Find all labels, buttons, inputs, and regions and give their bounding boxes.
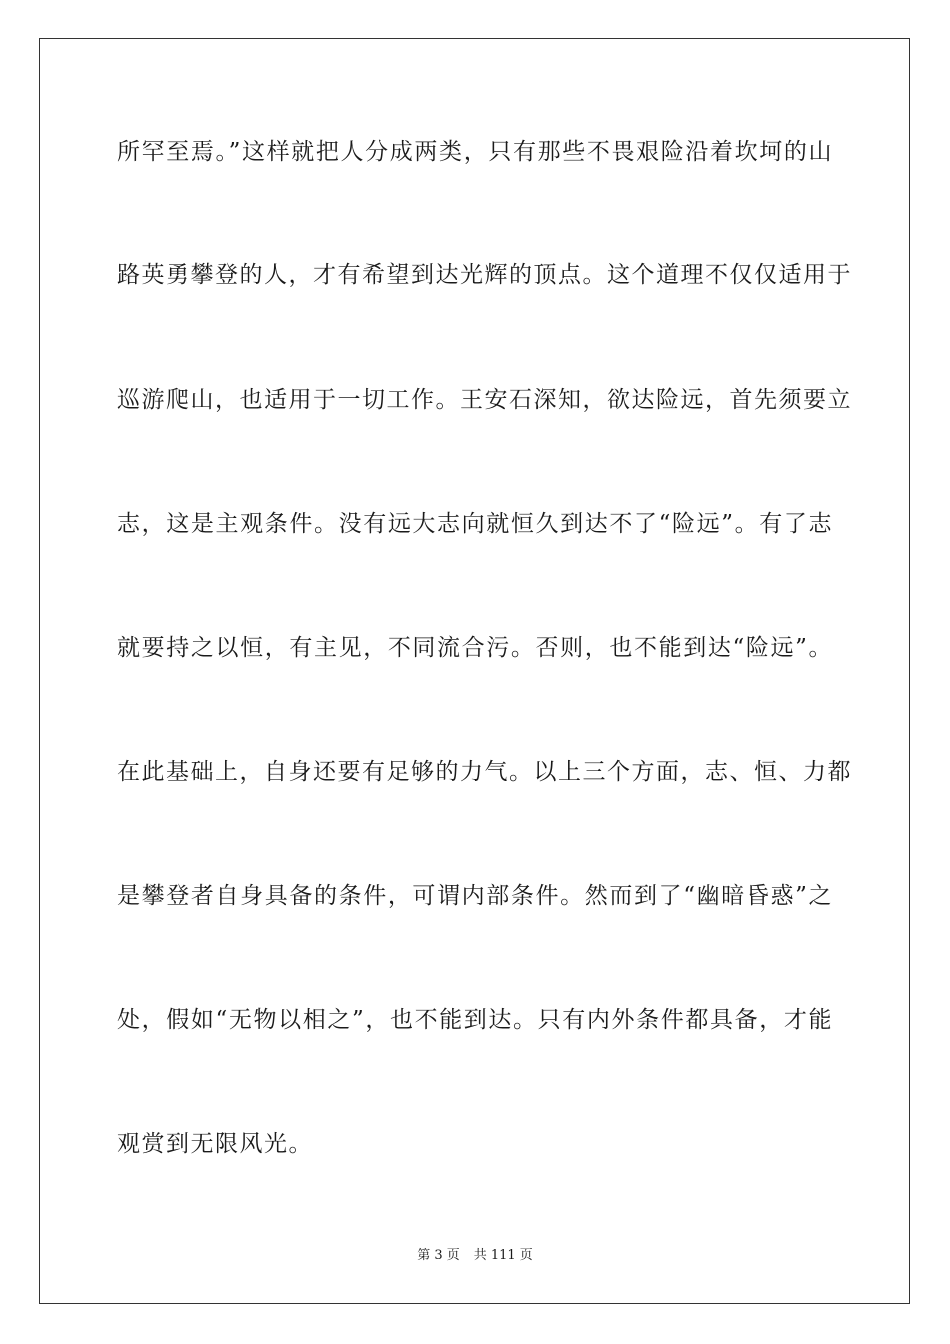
text-line: 所罕至焉。”这样就把人分成两类，只有那些不畏艰险沿着坎坷的山 — [117, 139, 833, 165]
text-line: 是攀登者自身具备的条件，可谓内部条件。然而到了“幽暗昏惑”之 — [117, 883, 833, 909]
page-footer — [0, 1248, 950, 1264]
text-line: 志，这是主观条件。没有远大志向就恒久到达不了“险远”。有了志 — [117, 511, 833, 537]
text-line: 处，假如“无物以相之”，也不能到达。只有内外条件都具备，才能 — [117, 1007, 833, 1033]
page-border — [39, 38, 910, 1304]
text-line: 观赏到无限风光。 — [117, 1131, 313, 1157]
text-line: 路英勇攀登的人，才有希望到达光辉的顶点。这个道理不仅仅适用于 — [117, 262, 852, 288]
text-line: 就要持之以恒，有主见，不同流合污。否则，也不能到达“险远”。 — [117, 635, 833, 661]
total-pages: 共 111 页 — [473, 1248, 533, 1263]
text-line: 在此基础上，自身还要有足够的力气。以上三个方面，志、恒、力都 — [117, 759, 852, 785]
text-line: 巡游爬山，也适用于一切工作。王安石深知，欲达险远，首先须要立 — [117, 387, 852, 413]
page-number: 第 3 页 — [417, 1248, 460, 1263]
